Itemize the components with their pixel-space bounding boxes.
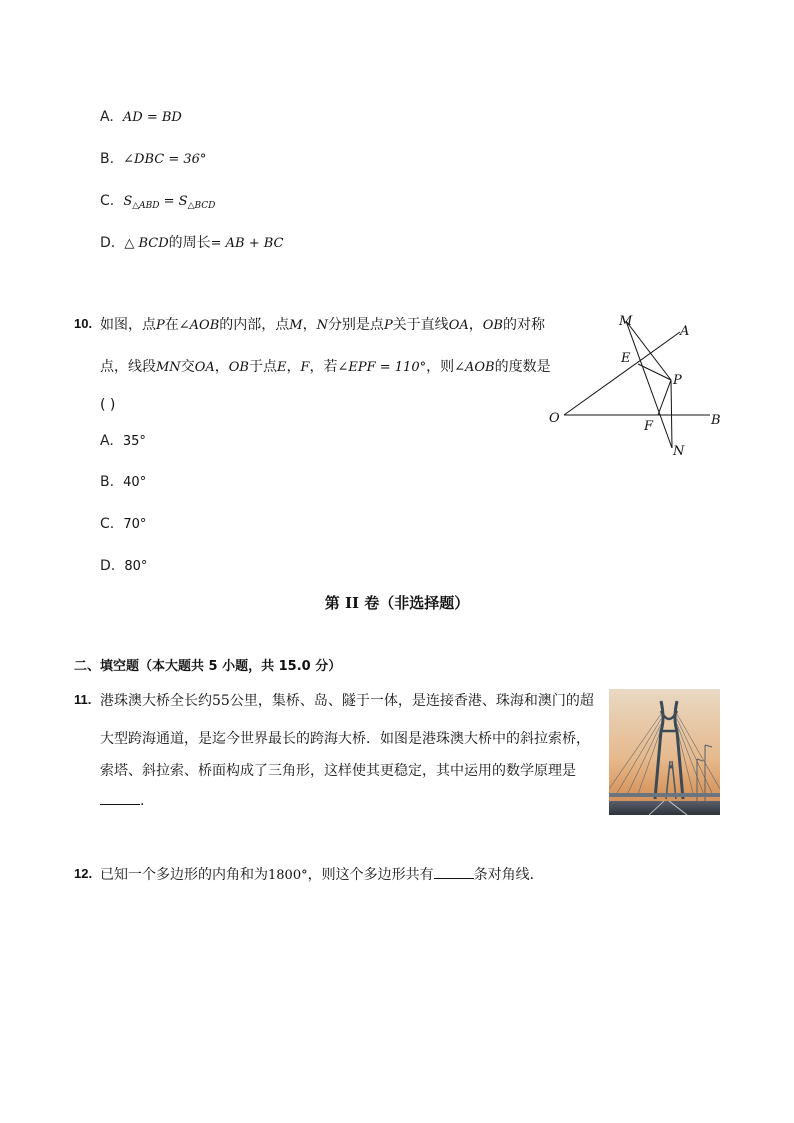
question-text-line: 大型跨海通道，是迄今世界最长的跨海大桥．如图是港珠澳大桥中的斜拉索桥， (100, 731, 590, 747)
segment-fp (658, 380, 671, 415)
option-expression: AD = BD (122, 110, 182, 125)
option-value: 70° (123, 517, 147, 532)
text-segment: ，若 (309, 359, 338, 375)
option-value: 40° (123, 475, 147, 490)
option-text: 的周长 (168, 235, 211, 251)
text-segment: 的内部，点 (219, 317, 290, 333)
math-symbol: ∠EPF = 110° (337, 360, 427, 375)
text-segment: 的对称 (502, 317, 545, 333)
question-number: 11. (74, 692, 92, 707)
q9-option-d (100, 232, 284, 252)
segment-mp (626, 321, 671, 380)
question-text-line (100, 356, 551, 376)
text-segment: ，则这个多边形共有 (307, 867, 434, 883)
part-two-heading: 第 II 卷（非选择题） (324, 594, 470, 612)
text-segment: ， (302, 317, 317, 333)
math-symbol: ∠AOB (454, 360, 495, 375)
point-label-f: F (644, 419, 654, 434)
text-segment: 的度数是 (494, 359, 551, 375)
option-value: 35° (122, 434, 146, 449)
q9-option-b (100, 148, 206, 167)
point-label-p: P (673, 373, 682, 388)
math-symbol: P (156, 318, 165, 333)
text-segment: 交 (180, 359, 195, 375)
area-subscript: △ABD (132, 201, 160, 211)
text-segment: 如图，点 (100, 317, 156, 333)
math-symbol: ∠AOB (178, 318, 220, 333)
text-segment: 点，线段 (100, 359, 156, 375)
answer-bracket: ( ) (100, 397, 116, 413)
option-letter: C. (100, 193, 115, 209)
question-text-line (100, 864, 544, 884)
geometry-figure (540, 305, 730, 465)
math-symbol: OA (194, 360, 215, 375)
question-number: 10. (74, 316, 93, 331)
text-segment: ， (286, 359, 301, 375)
math-symbol: F (300, 360, 310, 375)
q9-option-a (100, 106, 182, 125)
text-segment: 公里，集桥、岛、隧于一体，是连接香港、珠海和澳门的超 (229, 693, 594, 709)
option-letter: D. (100, 235, 116, 251)
q10-option-b (100, 471, 146, 490)
point-label-b: B (711, 413, 721, 428)
option-letter: B. (100, 151, 115, 167)
q9-option-c (100, 190, 215, 211)
option-letter: C. (100, 516, 115, 532)
option-letter: D. (100, 558, 116, 574)
length-value: 55 (212, 693, 230, 709)
point-label-a: A (680, 324, 690, 339)
area-symbol: S (178, 194, 188, 209)
segment-pn (671, 380, 672, 448)
question-text-line: 索塔、斜拉索、桥面构成了三角形，这样使其更稳定，其中运用的数学原理是 (100, 763, 576, 779)
text-segment: 港珠澳大桥全长约 (100, 693, 212, 709)
question-text-line (100, 314, 545, 334)
option-expression-pre: △ BCD (124, 236, 169, 251)
point-label-o: O (549, 411, 560, 426)
bridge-photo (609, 689, 720, 815)
option-expression (123, 194, 215, 209)
point-label-n: N (673, 444, 685, 459)
point-label-e: E (621, 351, 631, 366)
text-segment: ， (468, 317, 483, 333)
point-label-m: M (619, 314, 633, 329)
text-segment: ，则 (426, 359, 455, 375)
option-letter: B. (100, 474, 115, 490)
q10-option-c (100, 513, 146, 532)
option-letter: A. (100, 109, 114, 125)
text-segment: 分别是点 (327, 317, 384, 333)
math-symbol: OB (228, 360, 249, 375)
text-segment: 在 (164, 317, 179, 333)
math-symbol: OB (482, 318, 503, 333)
q10-option-d (100, 555, 147, 574)
math-symbol: E (276, 360, 287, 375)
area-symbol: S (123, 194, 133, 209)
angle-sum-value: 1800° (268, 868, 308, 883)
option-expression: ∠DBC = 36° (123, 152, 207, 167)
option-letter: A. (100, 433, 114, 449)
answer-blank[interactable] (434, 866, 474, 879)
area-subscript: △BCD (187, 201, 216, 211)
segment-ep (638, 364, 671, 380)
equals-sign: = (159, 194, 179, 209)
math-symbol: N (316, 318, 328, 333)
math-symbol: M (289, 318, 303, 333)
answer-blank-line (100, 792, 144, 809)
text-segment: 已知一个多边形的内角和为 (100, 867, 268, 883)
option-expression-post: = AB + BC (210, 236, 284, 251)
math-symbol: P (383, 318, 393, 333)
text-segment: ， (214, 359, 229, 375)
math-symbol: MN (156, 360, 181, 375)
option-value: 80° (124, 559, 148, 574)
text-segment: 条对角线． (473, 867, 544, 883)
text-segment: 关于直线 (392, 317, 449, 333)
question-number: 12. (74, 866, 93, 881)
section-heading: 二、填空题（本大题共 5 小题，共 15.0 分） (74, 659, 342, 674)
answer-blank[interactable] (100, 792, 140, 805)
period: . (140, 793, 145, 809)
text-segment: 于点 (248, 359, 277, 375)
q10-option-a (100, 430, 146, 449)
math-symbol: OA (448, 318, 469, 333)
question-text-line (100, 690, 594, 710)
